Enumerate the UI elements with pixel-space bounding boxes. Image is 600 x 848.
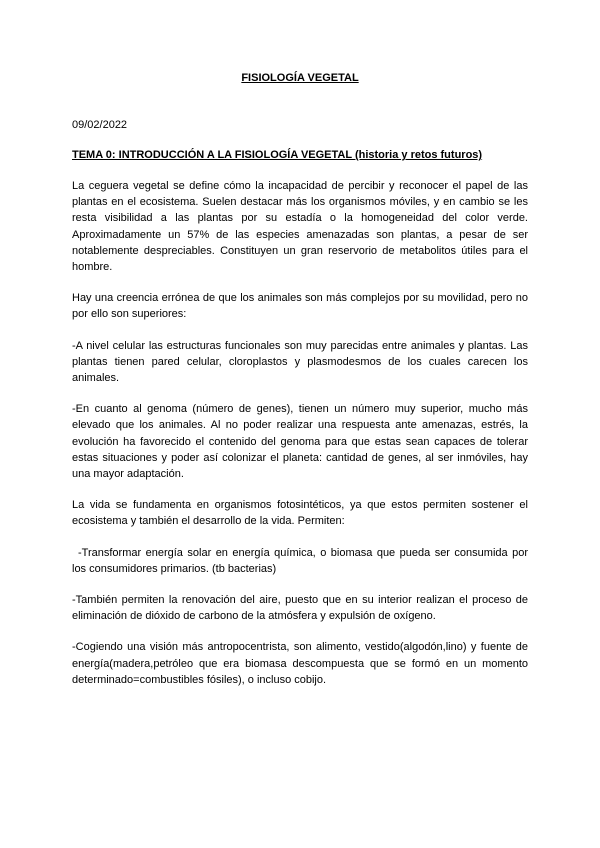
- paragraph-plant-blindness: La ceguera vegetal se define cómo la incapacidad de percibir y reconocer el papel de las plantas en el ecosistema. Suelen destacar más los organismos móviles, y en cambio se les resta visibilidad a las plantas por su estadía o la homogeneidad del color verde. Aproximadamente un 57% de las especies amenazadas son plantas, a pesar de ser notablemente despreciables. Constituyen un gran reservorio de metabolitos útiles para el hombre.: [72, 180, 528, 274]
- paragraph-misconception: Hay una creencia errónea de que los animales son más complejos por su movilidad, pero no por ello son superiores:: [72, 292, 528, 321]
- paragraph-genome: -En cuanto al genoma (número de genes), tienen un número muy superior, mucho más elevado que los animales. Al no poder realizar una respuesta ante amenazas, estrés, la evolución ha favorecido el contenido del genoma para que estas sean capaces de tolerar estas situaciones y poder así colonizar el planeta: cantidad de genes, al ser inmóviles, hay una mayor adaptación.: [72, 403, 528, 481]
- document-title: FISIOLOGÍA VEGETAL: [241, 72, 359, 84]
- paragraph-energy-transformation: -Transformar energía solar en energía química, o biomasa que pueda ser consumida por los consumidores primarios. (tb bacterias): [72, 546, 528, 575]
- section-heading: TEMA 0: INTRODUCCIÓN A LA FISIOLOGÍA VEGETAL (historia y retos futuros): [72, 149, 483, 161]
- paragraph-anthropocentric-view: -Cogiendo una visión más antropocentrista, son alimento, vestido(algodón,lino) y fuente de energía(madera,petróleo que era biomasa descompuesta que se formó en un momento determinado=combustibles fósiles), o incluso cobijo.: [72, 641, 528, 686]
- paragraph-air-renewal: -También permiten la renovación del aire, puesto que en su interior realizan el proceso de eliminación de dióxido de carbono de la atmósfera y expulsión de oxígeno.: [72, 594, 528, 623]
- document-body: [72, 178, 528, 703]
- paragraph-cellular-level: -A nivel celular las estructuras funcionales son muy parecidas entre animales y plantas. Las plantas tienen pared celular, cloroplastos y plasmodesmos de los cuales carecen los animales.: [72, 339, 528, 385]
- paragraph-photosynthetic-organisms: La vida se fundamenta en organismos fotosintéticos, ya que estos permiten sostener el ecosistema y también el desarrollo de la vida. Permiten:: [72, 499, 528, 528]
- document-date: 09/02/2022: [72, 119, 128, 131]
